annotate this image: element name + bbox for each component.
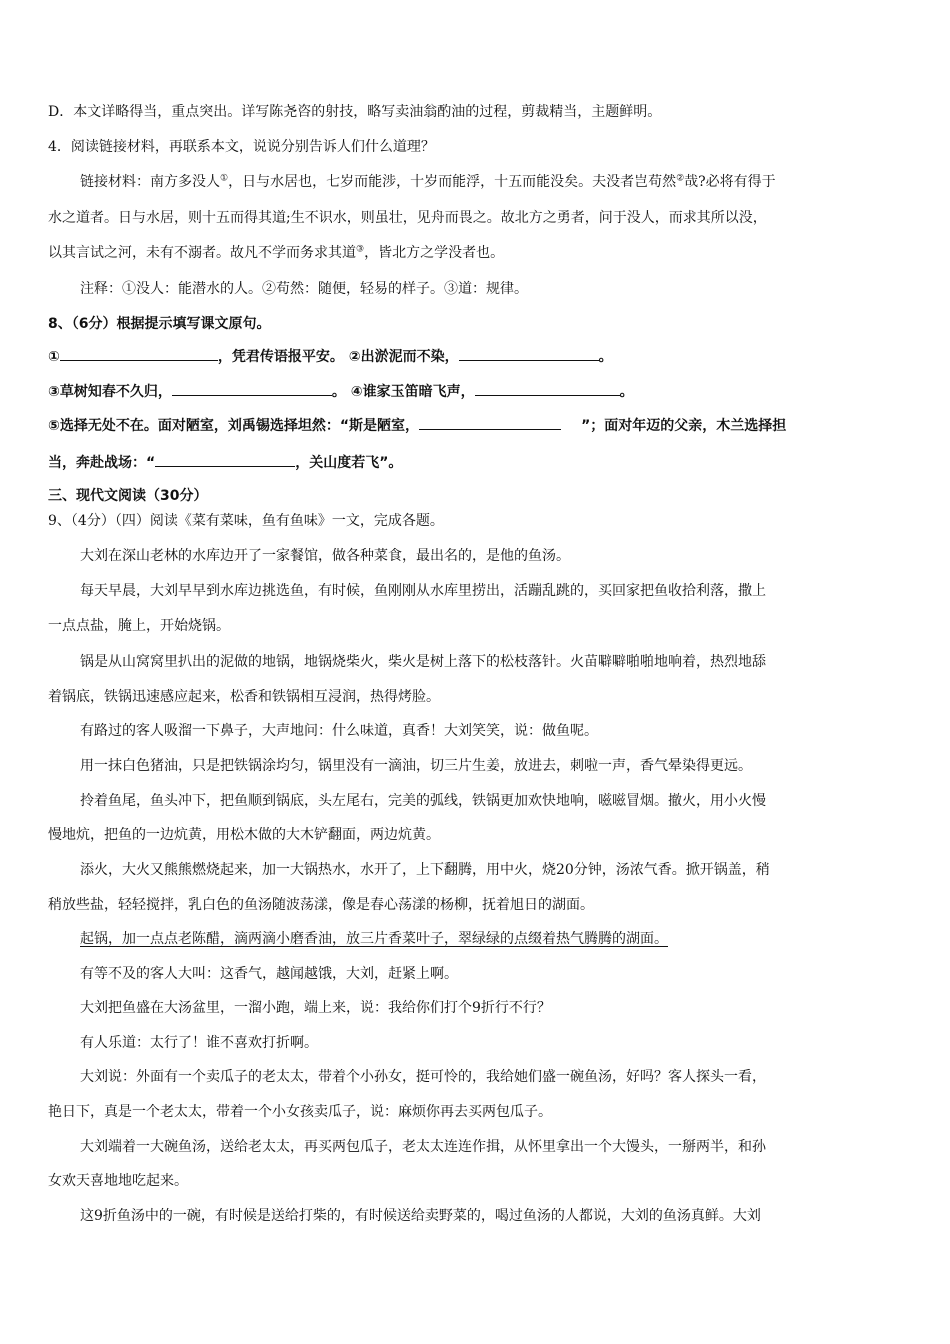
passage-paragraph: 有路过的客人吸溜一下鼻子，大声地问：什么味道，真香！大刘笑笑，说：做鱼呢。 [80,723,598,739]
passage-paragraph: 有等不及的客人大叫：这香气，越闻越饿，大刘，赶紧上啊。 [80,966,458,982]
passage-paragraph: 添火，大火又熊熊燃烧起来，加一大锅热水，水开了，上下翻腾，用中火，烧20分钟，汤浓气香。掀开锅盖，稍 [80,862,770,878]
passage-paragraph: 有人乐道：太行了！谁不喜欢打折啊。 [80,1035,318,1051]
answer-blank-2[interactable] [459,346,599,361]
question-8-heading: 8、（6分）根据提示填写课文原句。 [48,316,271,332]
passage-paragraph: 锅是从山窝窝里扒出的泥做的地锅，地锅烧柴火，柴火是树上落下的松枝落针。火苗噼噼啪啪地响着，热烈地舔 [80,654,766,670]
passage-paragraph: 大刘在深山老林的水库边开了一家餐馆，做各种菜食，最出名的，是他的鱼汤。 [80,548,570,564]
passage-paragraph: 慢地炕，把鱼的一边炕黄，用松木做的大木铲翻面，两边炕黄。 [48,827,440,843]
passage-paragraph: 稍放些盐，轻轻搅拌，乳白色的鱼汤随波荡漾，像是春心荡漾的杨柳，抚着旭日的湖面。 [48,897,594,913]
option-d: D．本文详略得当，重点突出。详写陈尧咨的射技，略写卖油翁酌油的过程，剪裁精当，主题鲜明。 [48,104,662,120]
passage-paragraph: 艳日下，真是一个老太太，带着一个小女孩卖瓜子，说：麻烦你再去买两包瓜子。 [48,1104,552,1120]
question-4: 4．阅读链接材料，再联系本文，说说分别告诉人们什么道理？ [48,139,435,155]
passage-paragraph: 每天早晨，大刘早早到水库边挑选鱼，有时候，鱼刚刚从水库里捞出，活蹦乱跳的，买回家把鱼收拾利落，撒上 [80,583,766,599]
passage-paragraph: 大刘端着一大碗鱼汤，送给老太太，再买两包瓜子，老太太连连作揖，从怀里拿出一个大馒头，一掰两半，和孙 [80,1139,766,1155]
answer-blank-5[interactable] [419,415,561,430]
fill-blank-line-4: 当，奔赴战场：“ ，关山度若飞”。 [48,452,908,473]
link-material-line-3: 以其言试之河，未有不溺者。故凡不学而务求其道③，皆北方之学没者也。 [48,244,505,261]
question-9-heading: 9、（4分）（四）阅读《菜有菜味，鱼有鱼味》一文，完成各题。 [48,513,444,529]
passage-paragraph: 女欢天喜地地吃起来。 [48,1173,188,1189]
link-material-line-1: 链接材料：南方多没人①，日与水居也，七岁而能涉，十岁而能浮，十五而能没矣。夫没者岂苟然②哉?必将有得于 [80,173,776,190]
link-material-line-2: 水之道者。日与水居，则十五而得其道;生不识水，则虽壮，见舟而畏之。故北方之勇者，问于没人，而求其所以没， [48,210,767,226]
passage-paragraph: 一点点盐，腌上，开始烧锅。 [48,618,230,634]
fill-blank-line-2: ③草树知春不久归， 。 ④谁家玉笛暗飞声， 。 [48,381,908,402]
passage-paragraph: 用一抹白色猪油，只是把铁锅涂均匀，锅里没有一滴油，切三片生姜，放进去，刺啦一声，香气晕染得更远。 [80,758,752,774]
answer-blank-3[interactable] [172,381,332,396]
fill-blank-line-3: ⑤选择无处不在。面对陋室，刘禹锡选择坦然：“斯是陋室， ”；面对年迈的父亲，木兰选择担 [48,415,908,436]
answer-blank-1[interactable] [60,346,218,361]
underlined-sentence: 起锅，加一点点老陈醋，滴两滴小磨香油，放三片香菜叶子，翠绿绿的点缀着热气腾腾的湖面。 [80,931,668,947]
passage-paragraph: 这9折鱼汤中的一碗，有时候是送给打柴的，有时候送给卖野菜的，喝过鱼汤的人都说，大刘的鱼汤真鲜。大刘 [80,1208,761,1224]
passage-paragraph: 着锅底，铁锅迅速感应起来，松香和铁锅相互浸润，热得烤脸。 [48,689,440,705]
section-three-heading: 三、现代文阅读（30分） [48,488,208,504]
answer-blank-6[interactable] [155,452,295,467]
passage-paragraph: 大刘说：外面有一个卖瓜子的老太太，带着个小孙女，挺可怜的，我给她们盛一碗鱼汤，好吗？客人探头一看， [80,1069,766,1085]
passage-paragraph: 拎着鱼尾，鱼头冲下，把鱼顺到锅底，头左尾右，完美的弧线，铁锅更加欢快地响，嗞嗞冒烟。撤火，用小火慢 [80,793,766,809]
annotation-note: 注释：①没人：能潜水的人。②苟然：随便，轻易的样子。③道：规律。 [80,281,528,297]
passage-paragraph: 大刘把鱼盛在大汤盆里，一溜小跑，端上来，说：我给你们打个9折行不行？ [80,1000,551,1016]
answer-blank-4[interactable] [475,381,620,396]
fill-blank-line-1: ① ，凭君传语报平安。 ②出淤泥而不染， 。 [48,346,908,367]
